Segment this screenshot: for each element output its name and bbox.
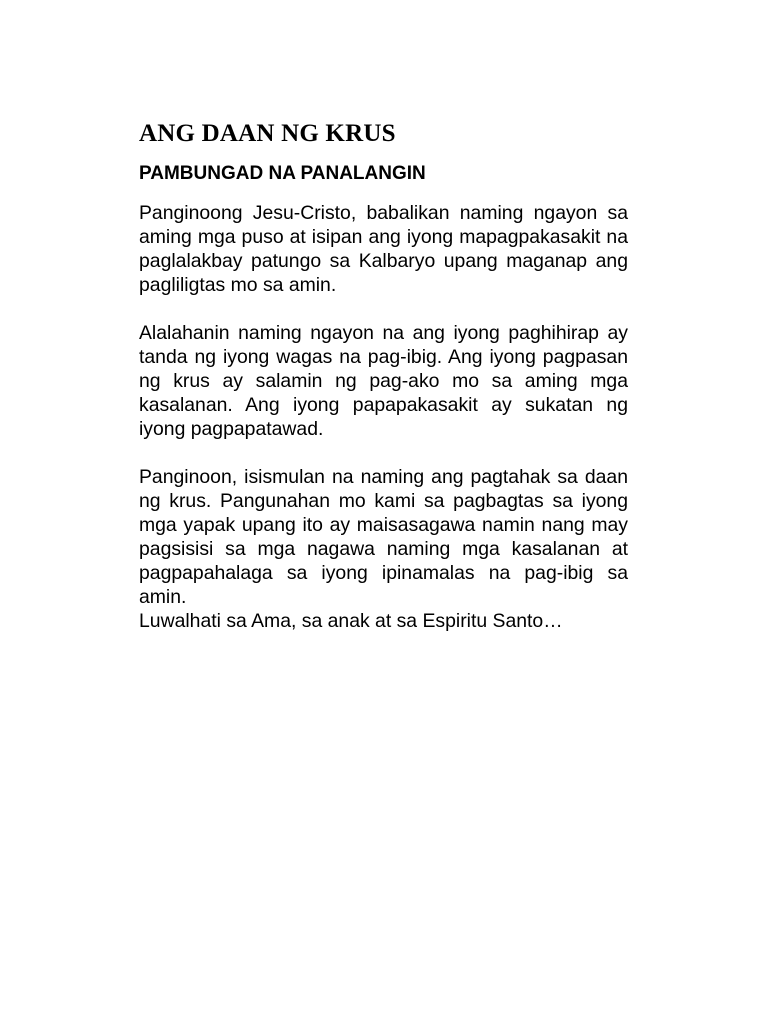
paragraph-journey: Panginoon, isismulan na naming ang pagtahak sa daan ng krus. Pangunahan mo kami sa pagbagtas sa iyong mga yapak upang ito ay maisasagawa namin nang may pagsisisi sa mga nagawa naming mga kasalanan at pagpapahalaga sa iyong ipinamalas na pag-ibig sa amin. <box>139 466 628 608</box>
section-heading: PAMBUNGAD NA PANALANGIN <box>139 163 426 184</box>
document-content <box>139 118 628 633</box>
paragraph-opening: Panginoong Jesu-Cristo, babalikan naming ngayon sa aming mga puso at isipan ang iyong mapagpakasakit na paglalakbay patungo sa Kalbaryo upang maganap ang pagliligtas mo sa amin. <box>139 202 628 296</box>
document-title: ANG DAAN NG KRUS <box>139 120 396 147</box>
paragraph-remembrance: Alalahanin naming ngayon na ang iyong paghihirap ay tanda ng iyong wagas na pag-ibig. Ang iyong pagpasan ng krus ay salamin ng pag-ako mo sa aming mga kasalanan. Ang iyong papapakasakit ay sukatan ng iyong pagpapatawad. <box>139 322 628 440</box>
paragraph-doxology: Luwalhati sa Ama, sa anak at sa Espiritu Santo… <box>139 610 563 632</box>
